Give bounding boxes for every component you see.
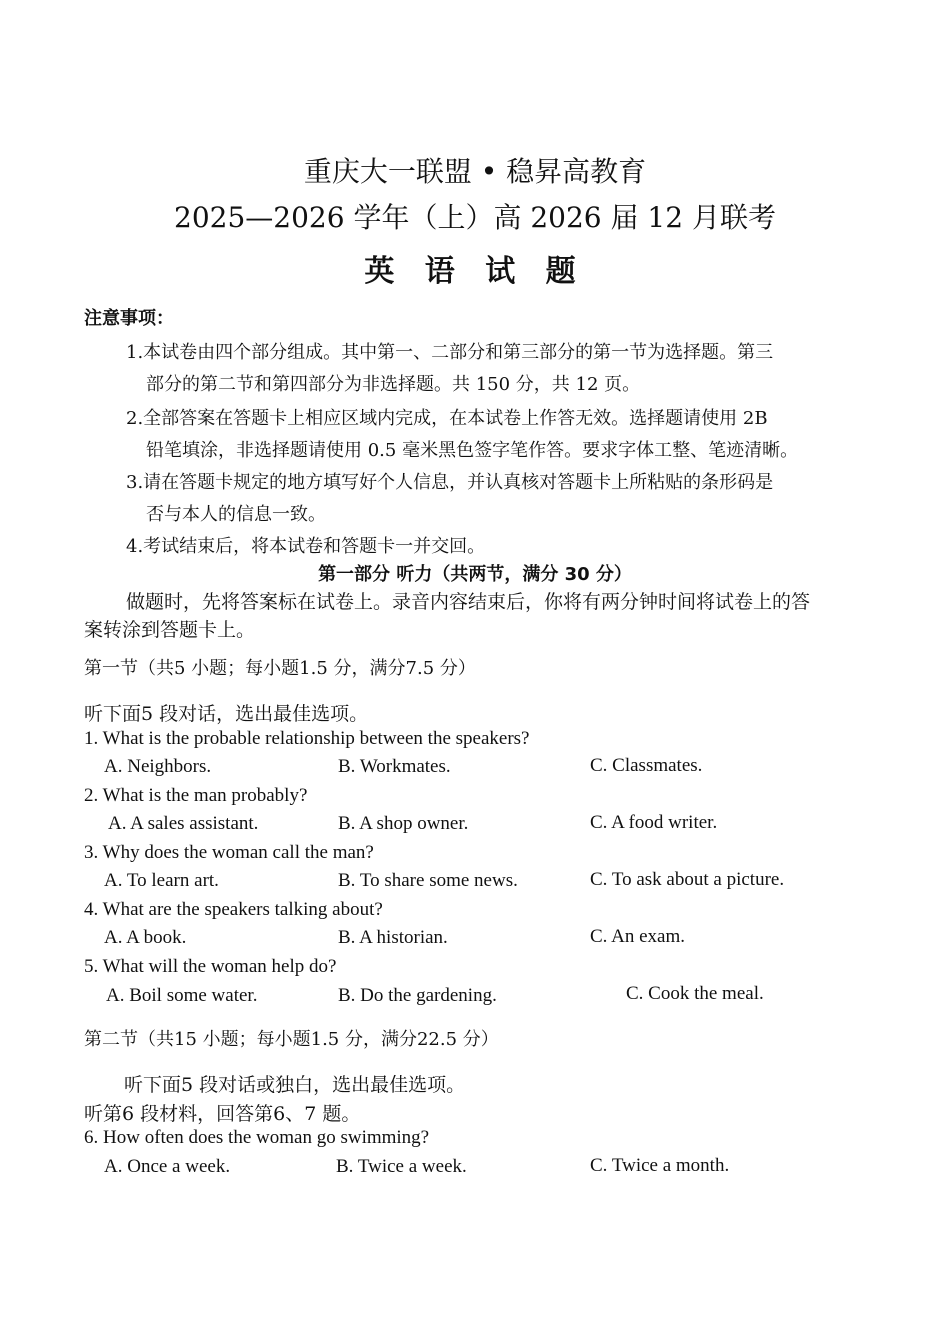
notice-line: 3.请在答题卡规定的地方填写好个人信息，并认真核对答题卡上所粘贴的条形码是 — [126, 472, 774, 493]
notice-line: 部分的第二节和第四部分为非选择题。共 150 分，共 12 页。 — [146, 374, 641, 395]
option-b: B. Twice a week. — [336, 1156, 467, 1177]
notice-line: 铅笔填涂，非选择题请使用 0.5 毫米黑色签字笔作答。要求字体工整、笔迹清晰。 — [146, 440, 799, 461]
part1-intro-line2: 案转涂到答题卡上。 — [84, 619, 256, 641]
option-c: C. Twice a month. — [590, 1155, 730, 1176]
exam-header-line2: 2025—2026 学年（上）高 2026 届 12 月联考 — [174, 201, 776, 234]
option-a: A. Neighbors. — [104, 756, 212, 777]
section1-instruction: 听下面5 段对话，选出最佳选项。 — [84, 703, 369, 725]
option-c: C. Cook the meal. — [626, 983, 764, 1004]
part1-intro-line1: 做题时，先将答案标在试卷上。录音内容结束后，你将有两分钟时间将试卷上的答 — [126, 591, 811, 613]
part1-title: 第一部分 听力（共两节，满分 30 分） — [318, 564, 632, 585]
option-c: C. Classmates. — [590, 755, 703, 776]
exam-header-line1: 重庆大一联盟 • 稳昇高教育 — [303, 155, 647, 188]
section1-title: 第一节（共5 小题；每小题1.5 分，满分7.5 分） — [84, 658, 476, 679]
option-a: A. Boil some water. — [106, 985, 258, 1006]
question-5: 5. What will the woman help do? — [84, 956, 337, 977]
section2-title: 第二节（共15 小题；每小题1.5 分，满分22.5 分） — [84, 1029, 499, 1050]
notice-line: 4.考试结束后，将本试卷和答题卡一并交回。 — [126, 536, 486, 557]
question-4: 4. What are the speakers talking about? — [84, 899, 383, 920]
question-6: 6. How often does the woman go swimming? — [84, 1127, 430, 1148]
question-1: 1. What is the probable relationship between the speakers? — [84, 728, 530, 749]
option-c: C. An exam. — [590, 926, 685, 947]
question-2: 2. What is the man probably? — [84, 785, 308, 806]
option-b: B. A historian. — [338, 927, 448, 948]
option-b: B. Workmates. — [338, 756, 451, 777]
option-c: C. To ask about a picture. — [590, 869, 785, 890]
question-3: 3. Why does the woman call the man? — [84, 842, 374, 863]
exam-subject-title: 英 语 试 题 — [364, 254, 586, 289]
notice-line: 否与本人的信息一致。 — [146, 504, 326, 525]
section2-material-note: 听第6 段材料，回答第6、7 题。 — [84, 1103, 361, 1125]
section2-instruction: 听下面5 段对话或独白，选出最佳选项。 — [124, 1074, 466, 1096]
option-a: A. A sales assistant. — [108, 813, 259, 834]
option-b: B. A shop owner. — [338, 813, 469, 834]
option-c: C. A food writer. — [590, 812, 718, 833]
option-b: B. Do the gardening. — [338, 985, 497, 1006]
notice-heading: 注意事项： — [84, 308, 174, 329]
option-a: A. A book. — [104, 927, 187, 948]
option-a: A. To learn art. — [104, 870, 219, 891]
option-a: A. Once a week. — [104, 1156, 231, 1177]
notice-line: 2.全部答案在答题卡上相应区域内完成，在本试卷上作答无效。选择题请使用 2B — [126, 408, 768, 429]
option-b: B. To share some news. — [338, 870, 518, 891]
notice-line: 1.本试卷由四个部分组成。其中第一、二部分和第三部分的第一节为选择题。第三 — [126, 342, 774, 363]
